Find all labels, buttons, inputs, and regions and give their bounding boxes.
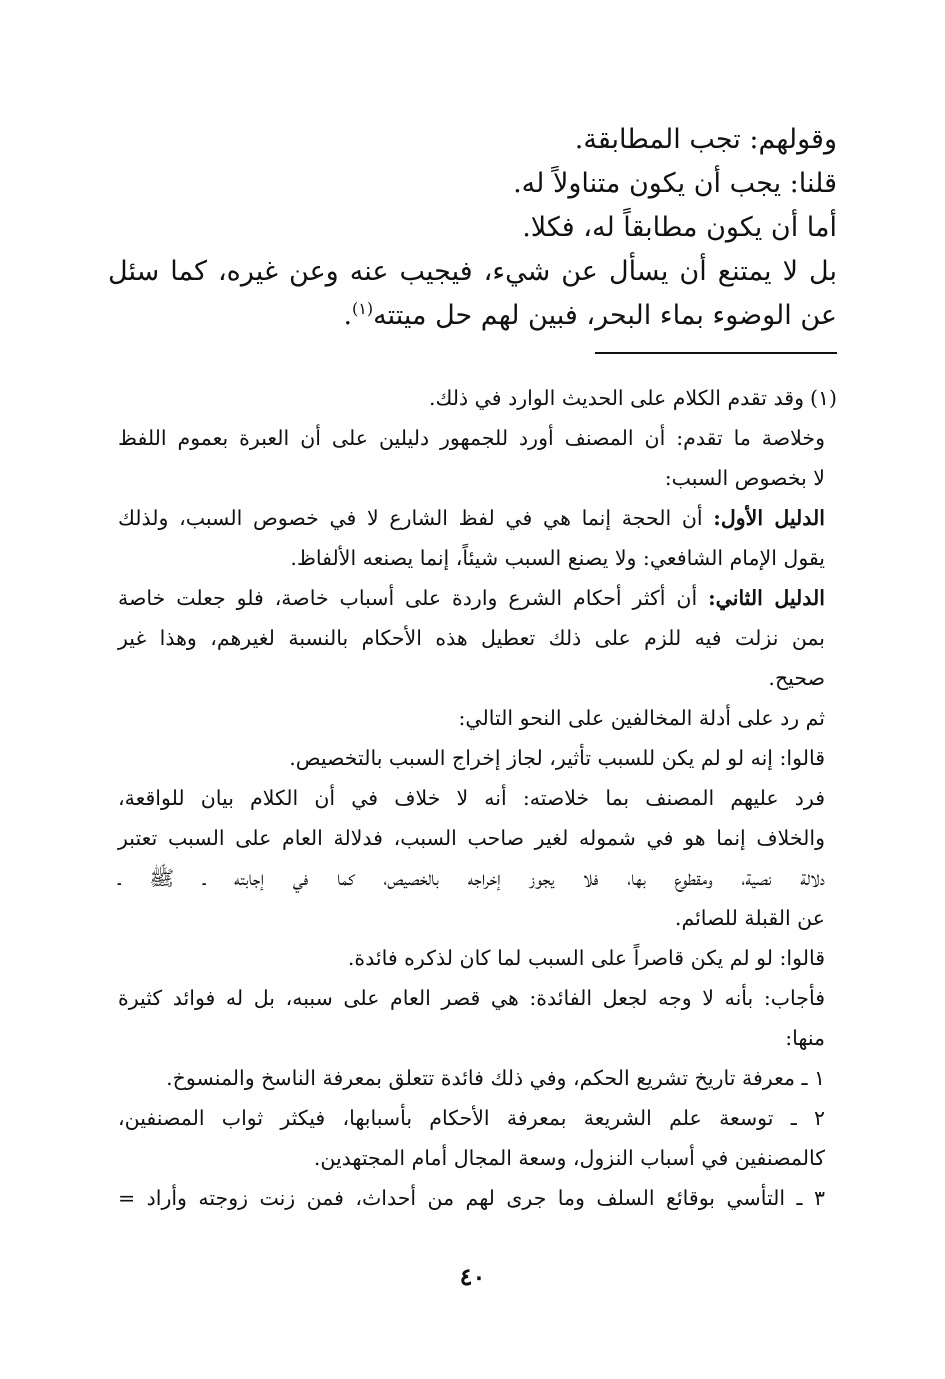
evidence-heading-first: الدليل الأول: [713,506,825,530]
footnote-line: ثم رد على أدلة المخالفين على النحو التالي: [458,706,825,730]
footnote-line: منها: [785,1026,825,1050]
main-text-line: قلنا: يجب أن يكون متناولاً له. [513,168,837,199]
main-text-block [108,118,837,338]
main-text-line: أما أن يكون مطابقاً له، فكلا. [522,212,837,243]
footnote-text: أن الحجة إنما هي في لفظ الشارع لا في خصوص السبب، ولذلك [118,506,703,530]
footnote-line: بمن نزلت فيه للزم على ذلك تعطيل هذه الأحكام بالنسبة لغيرهم، وهذا غير [118,626,825,650]
footnote-number: (١) [809,386,837,410]
evidence-heading-second: الدليل الثاني: [708,586,825,610]
footnote-line: قالوا: إنه لو لم يكن للسبب تأثير، لجاز إخراج السبب بالتخصيص. [289,746,825,770]
page-number: ٤٠ [459,1262,486,1291]
footnote-line: يقول الإمام الشافعي: ولا يصنع السبب شيئاً، إنما يصنعه الألفاظ. [290,546,825,570]
main-text-line: وقولهم: تجب المطابقة. [574,124,837,155]
footnote-block [118,378,837,1218]
footnote-line [118,498,837,538]
footnote-line: ٣ ـ التأسي بوقائع السلف وما جرى لهم من أحداث، فمن زنت زوجته وأراد = [118,1186,825,1210]
footnote-line [118,378,837,418]
footnote-text: أن أكثر أحكام الشرع واردة على أسباب خاصة، فلو جعلت خاصة [118,586,698,610]
footnote-line: قالوا: لو لم يكن قاصراً على السبب لما كان لذكره فائدة. [347,946,825,970]
main-text-line [108,294,837,338]
footnote-line: لا بخصوص السبب: [664,466,825,490]
footnote-line: فرد عليهم المصنف بما خلاصته: أنه لا خلاف في أن الكلام بيان للواقعة، [118,786,825,810]
footnote-line: ٢ ـ توسعة علم الشريعة بمعرفة الأحكام بأسبابها، فيكثر ثواب المصنفين، [118,1106,825,1130]
main-text-fragment: عن الوضوء بماء البحر، فبين لهم حل ميتته [373,300,837,331]
footnote-line: عن القبلة للصائم. [674,906,825,930]
footnote-line [118,578,837,618]
footnote-line: ١ ـ معرفة تاريخ تشريع الحكم، وفي ذلك فائدة تتعلق بمعرفة الناسخ والمنسوخ. [166,1066,825,1090]
footnote-line: وخلاصة ما تقدم: أن المصنف أورد للجمهور دليلين على أن العبرة بعموم اللفظ [118,426,825,450]
footnote-line: كالمصنفين في أسباب النزول، وسعة المجال أمام المجتهدين. [313,1146,825,1170]
footnote-separator-rule [595,352,837,354]
main-text-period: . [343,300,353,331]
footnote-line: فأجاب: بأنه لا وجه لجعل الفائدة: هي قصر العام على سببه، بل له فوائد كثيرة [118,986,825,1010]
footnote-text: وقد تقدم الكلام على الحديث الوارد في ذلك. [429,386,804,410]
footnote-line: صحيح. [768,666,825,690]
footnote-line: والخلاف إنما هو في شموله لغير صاحب السبب، فدلالة العام على السبب تعتبر [118,826,825,850]
main-text-line: بل لا يمتنع أن يسأل عن شيء، فيجيب عنه وعن غيره، كما سئل [108,256,837,287]
footnote-line: دلالة نصية، ومقطوع بها، فلا يجوز إخراجه بالخصيص، كما في إجابته ـ ﷺ ـ [118,866,825,890]
footnote-reference-mark: (١) [352,299,374,318]
